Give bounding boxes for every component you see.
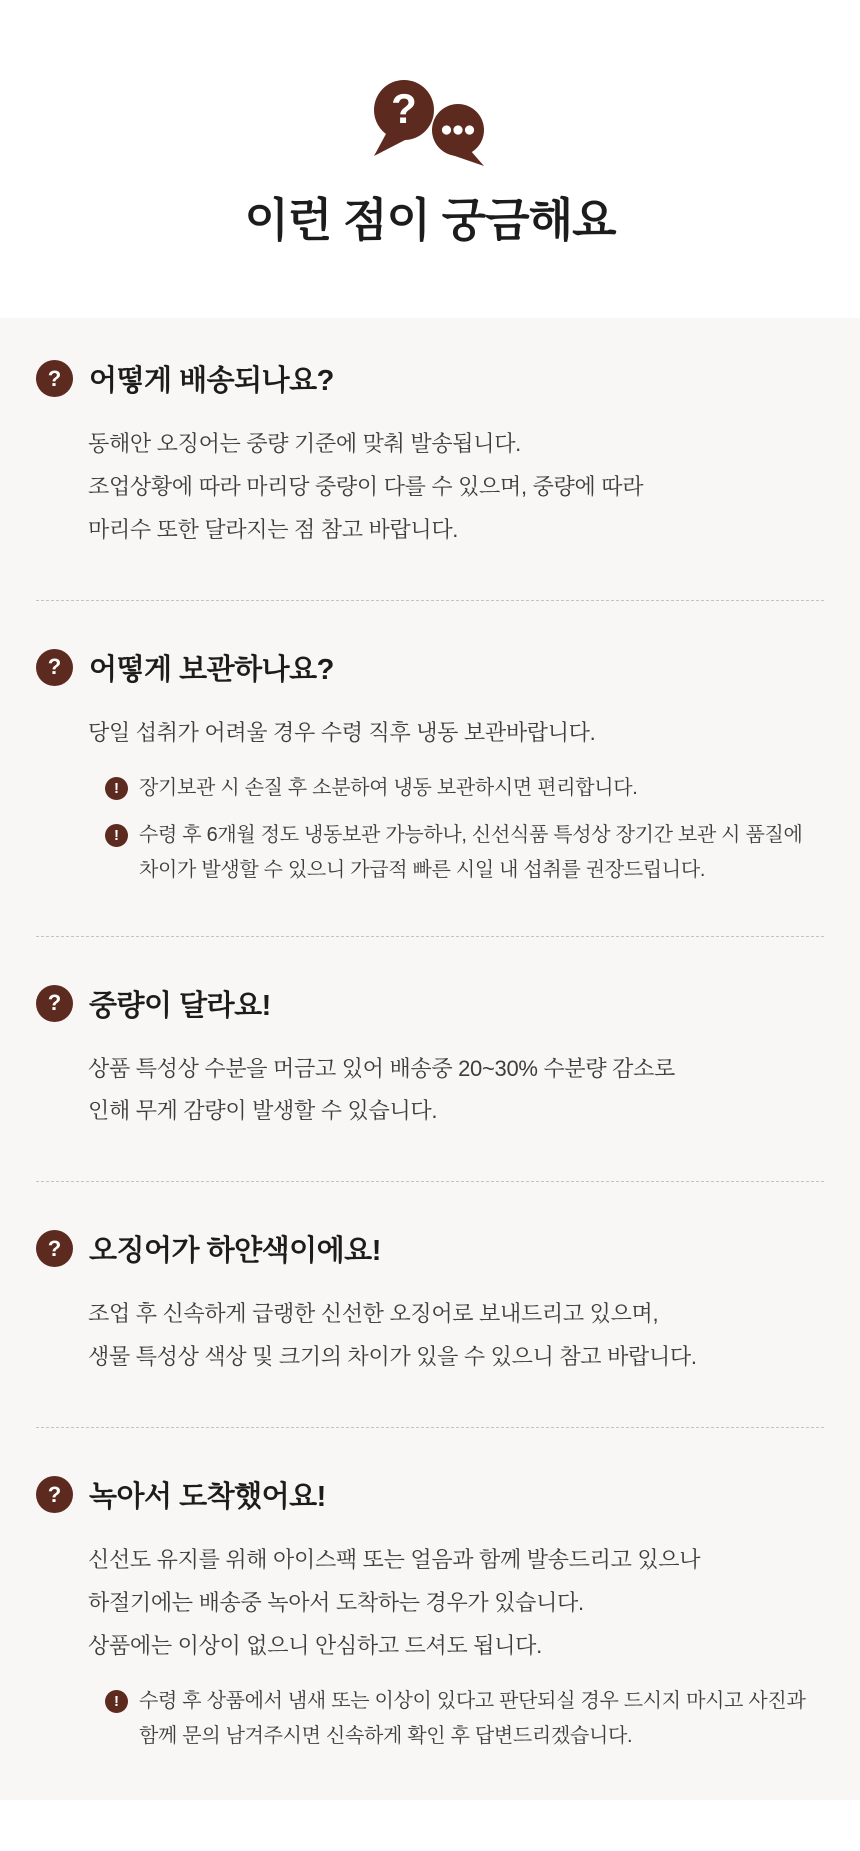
faq-question-row — [36, 983, 824, 1024]
question-mark-icon: ? — [36, 1476, 73, 1513]
answer-line: 동해안 오징어는 중량 기준에 맞춰 발송됩니다. — [88, 431, 521, 456]
faq-note — [105, 771, 824, 806]
faq-question-row — [36, 647, 824, 688]
faq-question-row — [36, 1474, 824, 1515]
faq-item-shipping — [36, 358, 824, 552]
faq-notes — [105, 1684, 824, 1754]
faq-item-weight — [36, 983, 824, 1134]
bottom-spacer — [0, 1800, 860, 1851]
question-mark-icon: ? — [36, 649, 73, 686]
faq-answer — [88, 1539, 824, 1754]
page-title: 이런 점이 궁금해요 — [244, 194, 616, 246]
faq-notes — [105, 771, 824, 888]
faq-question: 어떻게 배송되나요? — [89, 365, 334, 397]
faq-answer — [88, 1048, 824, 1134]
question-mark-icon: ? — [36, 360, 73, 397]
answer-line: 마리수 또한 달라지는 점 참고 바랍니다. — [88, 516, 459, 542]
answer-line: 인해 무게 감량이 발생할 수 있습니다. — [88, 1098, 438, 1124]
question-mark-icon: ? — [36, 1230, 73, 1267]
answer-line: 조업상황에 따라 마리당 중량이 다를 수 있으며, 중량에 따라 — [88, 473, 644, 499]
chat-bubbles-icon — [363, 78, 497, 170]
note-text: 장기보관 시 손질 후 소분하여 냉동 보관하시면 편리합니다. — [139, 776, 638, 799]
faq-item-melted — [36, 1474, 824, 1754]
faq-question: 중량이 달라요! — [89, 989, 271, 1022]
faq-answer — [88, 712, 824, 888]
answer-line: 당일 섭취가 어려울 경우 수령 직후 냉동 보관바랍니다. — [88, 719, 596, 745]
faq-note — [105, 818, 824, 888]
answer-line: 신선도 유지를 위해 아이스팩 또는 얼음과 함께 발송드리고 있으나 — [88, 1547, 701, 1573]
faq-item-color — [36, 1228, 824, 1379]
dashed-divider — [36, 936, 824, 937]
chat-bubbles-graphic — [363, 78, 497, 170]
faq-question-row — [36, 358, 824, 399]
exclamation-icon: ! — [105, 1690, 128, 1713]
faq-answer — [88, 423, 824, 552]
dashed-divider — [36, 600, 824, 601]
faq-question: 녹아서 도착했어요! — [89, 1481, 326, 1514]
answer-line: 상품에는 이상이 없으니 안심하고 드셔도 됩니다. — [88, 1632, 542, 1658]
exclamation-icon: ! — [105, 777, 128, 800]
faq-question: 어떻게 보관하나요? — [89, 653, 334, 686]
answer-line: 상품 특성상 수분을 머금고 있어 배송중 20~30% 수분량 감소로 — [88, 1055, 675, 1081]
faq-answer — [88, 1293, 824, 1379]
faq-question: 오징어가 하얀색이에요! — [89, 1235, 381, 1268]
dashed-divider — [36, 1181, 824, 1182]
note-text: 수령 후 6개월 정도 냉동보관 가능하나, 신선식품 특성상 장기간 보관 시 품질에 차이가 발생할 수 있으니 가급적 빠른 시일 내 섭취를 권장드립니다. — [139, 823, 803, 881]
dashed-divider — [36, 1427, 824, 1428]
faq-question-row — [36, 1228, 824, 1269]
answer-line: 생물 특성상 색상 및 크기의 차이가 있을 수 있으니 참고 바랍니다. — [88, 1344, 697, 1370]
faq-item-storage — [36, 647, 824, 888]
faq-section — [0, 318, 860, 1800]
note-text: 수령 후 상품에서 냄새 또는 이상이 있다고 판단되실 경우 드시지 마시고 사진과 함께 문의 남겨주시면 신속하게 확인 후 답변드리겠습니다. — [139, 1689, 806, 1747]
exclamation-icon: ! — [105, 824, 128, 847]
answer-line: 하절기에는 배송중 녹아서 도착하는 경우가 있습니다. — [88, 1590, 584, 1616]
faq-header — [0, 0, 860, 318]
answer-line: 조업 후 신속하게 급랭한 신선한 오징어로 보내드리고 있으며, — [88, 1301, 659, 1327]
question-mark-icon: ? — [36, 985, 73, 1022]
faq-note — [105, 1684, 824, 1754]
svg-text:?: ? — [391, 85, 417, 132]
